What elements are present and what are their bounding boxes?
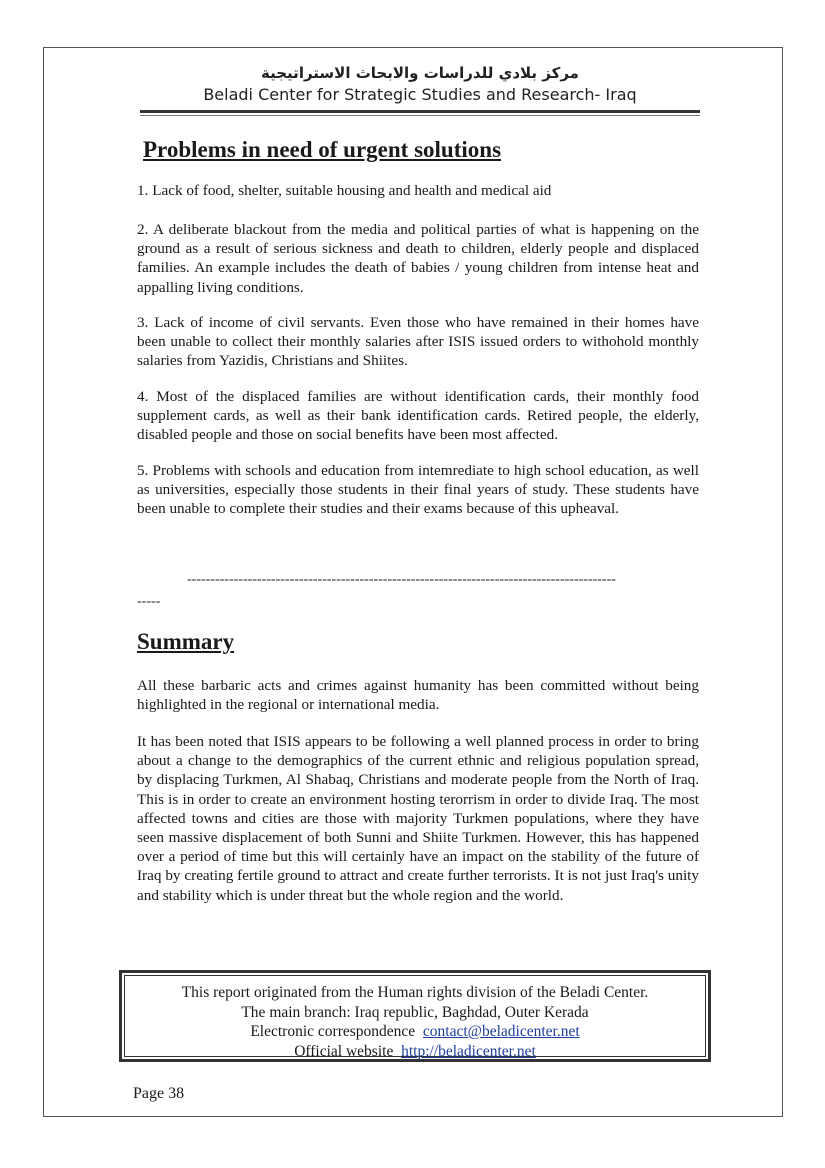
problem-item-5	[137, 461, 699, 519]
problems-heading: Problems in need of urgent solutions	[143, 137, 502, 162]
header-english-title: Beladi Center for Strategic Studies and Research- Iraq	[203, 85, 637, 104]
problem-item-text: 1. Lack of food, shelter, suitable housing and health and medical aid	[137, 182, 552, 199]
summary-paragraph-2	[137, 732, 699, 905]
footer-line-branch: The main branch: Iraq republic, Baghdad, Outer Kerada	[241, 1003, 589, 1021]
header-rule-thin	[140, 115, 700, 116]
footer-line-origin: This report originated from the Human rights division of the Beladi Center.	[181, 984, 649, 1001]
problems-section	[137, 136, 699, 164]
header-arabic-title: مركز بلادي للدراسات والابحاث الاستراتيجية	[261, 64, 579, 82]
summary-section	[137, 628, 699, 656]
summary-paragraph-text: It has been noted that ISIS appears to be following a well planned process in order to bring about a change to the demographics of the current ethnic and religious population spread, by displacing Turkmen, Al Shabaq, Christians and moderate people from the North of Iraq. This is in order to create an environment hosting terorrism in order to divide Iraq. The most affected towns and cities are those with majority Turkmen populations, where they have seen massive displacement of both Sunni and Shiite Turkmen. However, this has happened over a period of time but this will certainly have an impact on the stability of the future of Iraq by creating fertile ground to attract and create further terrorists. It is not just Iraq's unity and stability which is under threat but the whole region and the world.	[137, 733, 699, 904]
problem-item-text: 3. Lack of income of civil servants. Even those who have remained in their homes have been unable to collect their monthly salaries after ISIS issued orders to withohold monthly salaries from Yazidis, Christians and Shiites.	[137, 314, 699, 370]
document-header	[140, 64, 700, 106]
footer-info-box	[119, 970, 711, 1062]
summary-paragraph-1	[137, 676, 699, 714]
problem-item-text: 2. A deliberate blackout from the media and political parties of what is happening on the ground as a result of serious sickness and death to children, elderly people and displaced families. An example includes the death of babies / young children from intense heat and appalling living conditions.	[137, 221, 699, 296]
email-label: Electronic correspondence	[250, 1023, 416, 1040]
problem-item-4	[137, 387, 699, 445]
problem-item-3	[137, 313, 699, 371]
summary-paragraph-text: All these barbaric acts and crimes against humanity has been committed without being highlighted in the regional or international media.	[137, 677, 699, 714]
separator-dashes-tail: -----	[137, 594, 161, 609]
page-number: Page 38	[133, 1085, 185, 1102]
website-label: Official website	[294, 1042, 394, 1060]
problem-item-text: 4. Most of the displaced families are without identification cards, their monthly food supplement cards, as well as their bank identification cards. Retired people, the elderly, disabled people and those on social benefits have been most affected.	[137, 388, 699, 444]
footer-line-website	[125, 1042, 705, 1062]
footer-inner	[124, 975, 706, 1060]
problem-item-1	[137, 181, 699, 200]
website-link[interactable]: http://beladicenter.net	[401, 1042, 536, 1060]
problem-item-text: 5. Problems with schools and education from intemrediate to high school education, as well as universities, especially those students in their final years of study. These students have been unable to complete their studies and their exams because of this upheaval.	[137, 462, 699, 518]
email-link[interactable]: contact@beladicenter.net	[422, 1023, 580, 1040]
problem-item-2	[137, 220, 699, 297]
footer-line-email	[125, 1022, 705, 1042]
separator-dashes: --------------------------------------------------------------------------------------------	[187, 572, 616, 587]
header-rule	[140, 110, 700, 113]
summary-heading: Summary	[137, 629, 235, 654]
